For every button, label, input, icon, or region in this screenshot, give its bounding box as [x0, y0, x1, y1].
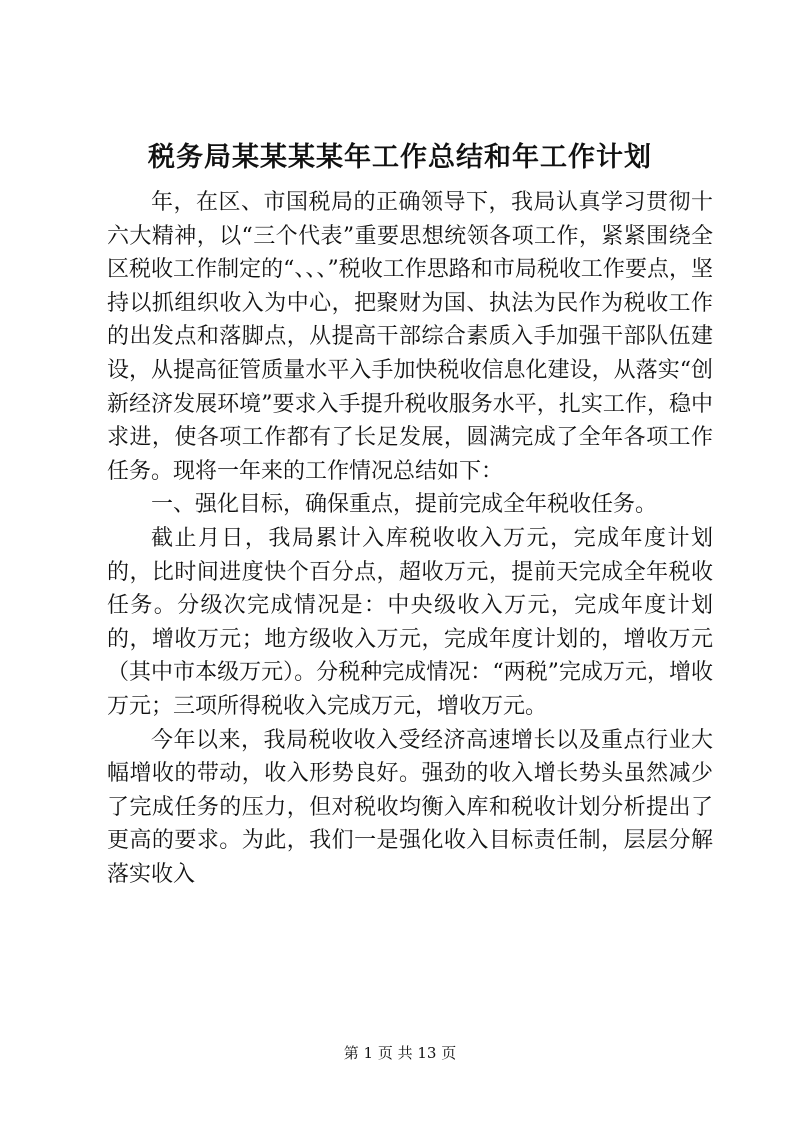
paragraph-revenue: 截止月日，我局累计入库税收收入万元，完成年度计划的，比时间进度快个百分点，超收万元，提前天完成全年税收任务。分级次完成情况是：中央级收入万元，完成年度计划的，增收万元；地方级收入万元，完成年度计划的，增收万元（其中市本级万元）。分税种完成情况：“两税”完成万元，增收万元；三项所得税收入完成万元，增收万元。: [107, 525, 713, 719]
document-body: [107, 186, 713, 891]
section-heading: 一、强化目标，确保重点，提前完成全年税收任务。: [151, 492, 658, 518]
paragraph-intro: 年，在区、市国税局的正确领导下，我局认真学习贯彻十六大精神，以“三个代表”重要思想统领各项工作，紧紧围绕全区税收工作制定的“、、、”税收工作思路和市局税收工作要点，坚持以抓组织收入为中心，把聚财为国、执法为民作为税收工作的出发点和落脚点，从提高干部综合素质入手加强干部队伍建设，从提高征管质量水平入手加快税收信息化建设，从落实“创新经济发展环境”要求入手提升税收服务水平，扎实工作，稳中求进，使各项工作都有了长足发展，圆满完成了全年各项工作任务。现将一年来的工作情况总结如下：: [107, 190, 713, 484]
paragraph-measures: 今年以来，我局税收收入受经济高速增长以及重点行业大幅增收的带动，收入形势良好。强劲的收入增长势头虽然减少了完成任务的压力，但对税收均衡入库和税收计划分析提出了更高的要求。为此，我们一是强化收入目标责任制，层层分解落实收入: [107, 727, 713, 887]
document-title: 税务局某某某某年工作总结和年工作计划: [148, 142, 652, 173]
page-footer: 第 1 页 共 13 页: [343, 1044, 457, 1062]
